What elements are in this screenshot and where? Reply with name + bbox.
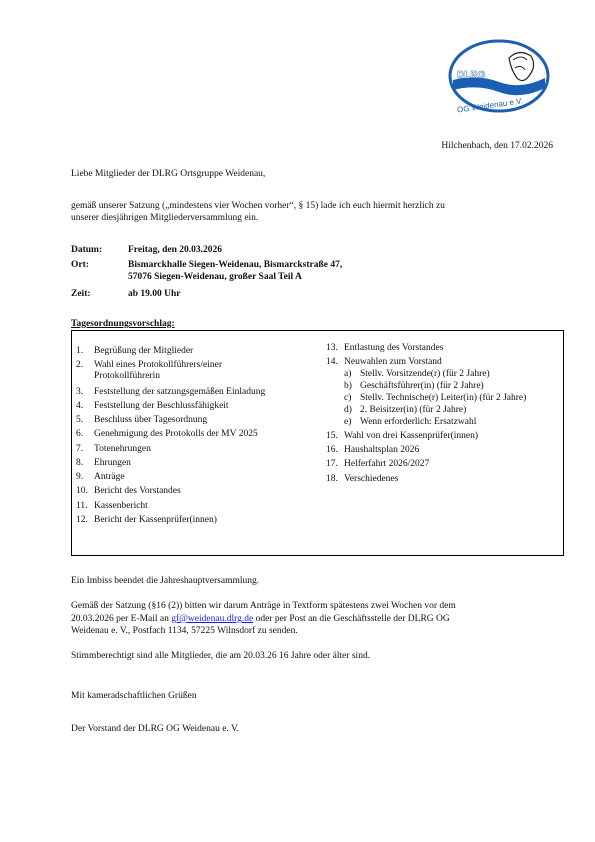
signature: Der Vorstand der DLRG OG Weidenau e. V.	[71, 724, 240, 734]
dlrg-logo	[447, 38, 551, 115]
agenda-subitem: e) Wenn erforderlich: Ersatzwahl	[344, 417, 477, 427]
agenda-item: 6. Genehmigung des Protokolls der MV 2025	[76, 429, 258, 439]
agenda-item: 1. Begrüßung der Mitglieder	[76, 346, 194, 356]
motion-line-2-start: 20.03.2026 per E-Mail an	[71, 614, 172, 624]
agenda-subitem: a) Stellv. Vorsitzende(r) (für 2 Jahre)	[344, 369, 490, 379]
agenda-item: 16. Haushaltsplan 2026	[326, 445, 420, 455]
agenda-item: 4. Feststellung der Beschlussfähigkeit	[76, 401, 229, 411]
intro-line-2: unserer diesjährigen Mitgliederversammlung ein.	[71, 213, 259, 223]
salutation: Liebe Mitglieder der DLRG Ortsgruppe Weidenau,	[71, 169, 266, 179]
voting-line: Stimmberechtigt sind alle Mitglieder, die am 20.03.26 16 Jahre oder älter sind.	[71, 651, 371, 661]
motion-line-3: Weidenau e. V., Postfach 1134, 57225 Wilnsdorf zu senden.	[71, 626, 298, 636]
agenda-title: Tagesordnungsvorschlag:	[71, 319, 175, 329]
time-value: ab 19.00 Uhr	[128, 289, 181, 299]
date-value: Freitag, den 20.03.2026	[128, 245, 223, 255]
agenda-item: 2. Wahl eines Protokollführers/einer Protokollführerin	[76, 360, 222, 381]
agenda-subitem: c) Stellv. Technische(r) Leiter(in) (für 2 Jahre)	[344, 393, 527, 403]
agenda-item: 14. Neuwahlen zum Vorstand	[326, 357, 442, 367]
email-link[interactable]: gf@weidenau.dlrg.de	[171, 614, 254, 624]
place-line-2: 57076 Siegen-Weidenau, großer Saal Teil A	[128, 272, 302, 282]
agenda-item: 12. Bericht der Kassenprüfer(innen)	[76, 515, 217, 525]
agenda-item: 9. Anträge	[76, 472, 125, 482]
greeting: Mit kameradschaftlichen Grüßen	[71, 691, 197, 701]
svg-text:OG Weidenau e.V.: OG Weidenau e.V.	[456, 96, 524, 115]
date-label: Datum:	[71, 245, 103, 255]
agenda-item: 13. Entlastung des Vorstandes	[326, 343, 444, 353]
place-label: Ort:	[71, 260, 89, 270]
place-line-1: Bismarckhalle Siegen-Weidenau, Bismarckstraße 47,	[128, 260, 343, 270]
motion-line-2-end: oder per Post an die Geschäftsstelle der DLRG OG	[253, 614, 450, 624]
agenda-item: 18. Verschiedenes	[326, 474, 399, 484]
date-line: Hilchenbach, den 17.02.2026	[441, 141, 553, 151]
agenda-item: 10. Bericht des Vorstandes	[76, 486, 181, 496]
svg-text:DLRG: DLRG	[457, 70, 486, 81]
agenda-item: 3. Feststellung der satzungsgemäßen Einladung	[76, 387, 266, 397]
intro-line-1: gemäß unserer Satzung („mindestens vier Wochen vorher“, § 15) lade ich euch hiermit herzlich zu	[71, 201, 445, 211]
agenda-item: 7. Totenehrungen	[76, 444, 151, 454]
agenda-item: 15. Wahl von drei Kassenprüfer(innen)	[326, 431, 479, 441]
agenda-item: 8. Ehrungen	[76, 458, 131, 468]
motion-line-1: Gemäß der Satzung (§16 (2)) bitten wir darum Anträge in Textform spätestens zwei Wochen vor dem	[71, 601, 456, 611]
agenda-subitem: b) Geschäftsführer(in) (für 2 Jahre)	[344, 381, 484, 391]
snack-line: Ein Imbiss beendet die Jahreshauptversammlung.	[71, 576, 260, 586]
motion-line-2	[71, 613, 526, 625]
agenda-subitem: d) 2. Beisitzer(in) (für 2 Jahre)	[344, 405, 467, 415]
agenda-item: 11. Kassenbericht	[76, 501, 148, 511]
time-label: Zeit:	[71, 289, 91, 299]
agenda-item: 5. Beschluss über Tagesordnung	[76, 415, 208, 425]
agenda-item: 17. Helferfahrt 2026/2027	[326, 459, 430, 469]
